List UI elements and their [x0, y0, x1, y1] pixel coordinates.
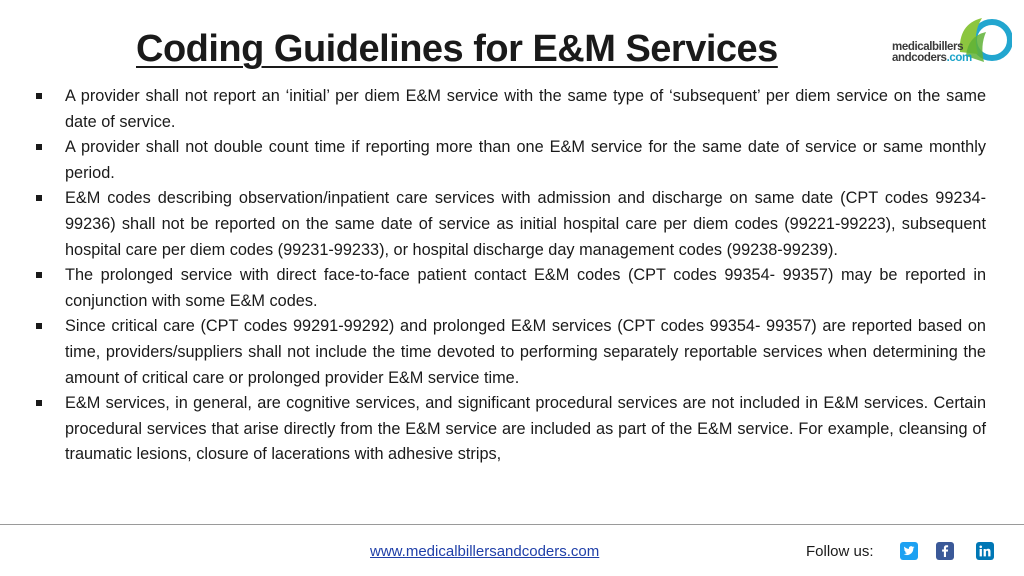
- list-item: [34, 391, 986, 468]
- linkedin-icon[interactable]: [976, 542, 994, 560]
- bullet-text: E&M codes describing observation/inpatient care services with admission and discharge on same date (CPT codes 99234-99236) shall not be reported on the same date of service as initial hospital care per diem codes (99221-99223), subsequent hospital care per diem codes (99231-99233), or hospital discharge day management codes (99238-99239).: [65, 189, 986, 259]
- list-item: [34, 314, 986, 391]
- bullet-marker: [36, 195, 42, 201]
- follow-us-label: Follow us:: [806, 543, 874, 560]
- logo-line-2-suffix: .com: [946, 52, 972, 64]
- bullet-text: A provider shall not double count time if reporting more than one E&M service for the same date of service or same monthly period.: [65, 138, 986, 182]
- list-item: [34, 84, 986, 135]
- list-item: [34, 263, 986, 314]
- bullet-marker: [36, 144, 42, 150]
- facebook-icon[interactable]: [936, 542, 954, 560]
- bullet-text: Since critical care (CPT codes 99291-99292) and prolonged E&M services (CPT codes 99354- 99357) are reported based on time, providers/suppliers shall not include the time devoted to performing separately reportable services when determining the amount of critical care or prolonged provider E&M service time.: [65, 317, 986, 387]
- list-item: [34, 135, 986, 186]
- logo-line-2-main: andcoders: [892, 52, 947, 64]
- bullet-text: The prolonged service with direct face-to-face patient contact E&M codes (CPT codes 99354- 99357) may be reported in conjunction with some E&M codes.: [65, 266, 986, 310]
- bullet-text: E&M services, in general, are cognitive services, and significant procedural services are not included in E&M services. Certain procedural services that arise directly from the E&M service are included as part of the E&M service. For example, cleansing of traumatic lesions, closure of lacerations with adhesive strips,: [65, 394, 986, 464]
- footer-divider: [0, 524, 1024, 525]
- logo-text: [892, 42, 972, 64]
- twitter-icon[interactable]: [900, 542, 918, 560]
- list-item: [34, 186, 986, 263]
- bullet-marker: [36, 400, 42, 406]
- slide-title: Coding Guidelines for E&M Services: [136, 28, 778, 70]
- website-link[interactable]: www.medicalbillersandcoders.com: [370, 543, 600, 560]
- logo-line-2: [892, 53, 972, 64]
- bullet-marker: [36, 93, 42, 99]
- logo-line-1: medicalbillers: [892, 41, 964, 53]
- guidelines-list: [34, 84, 986, 468]
- bullet-marker: [36, 323, 42, 329]
- bullet-text: A provider shall not report an ‘initial’ per diem E&M service with the same type of ‘subsequent’ per diem service on the same date of service.: [65, 87, 986, 131]
- company-logo: [892, 12, 1014, 74]
- bullet-marker: [36, 272, 42, 278]
